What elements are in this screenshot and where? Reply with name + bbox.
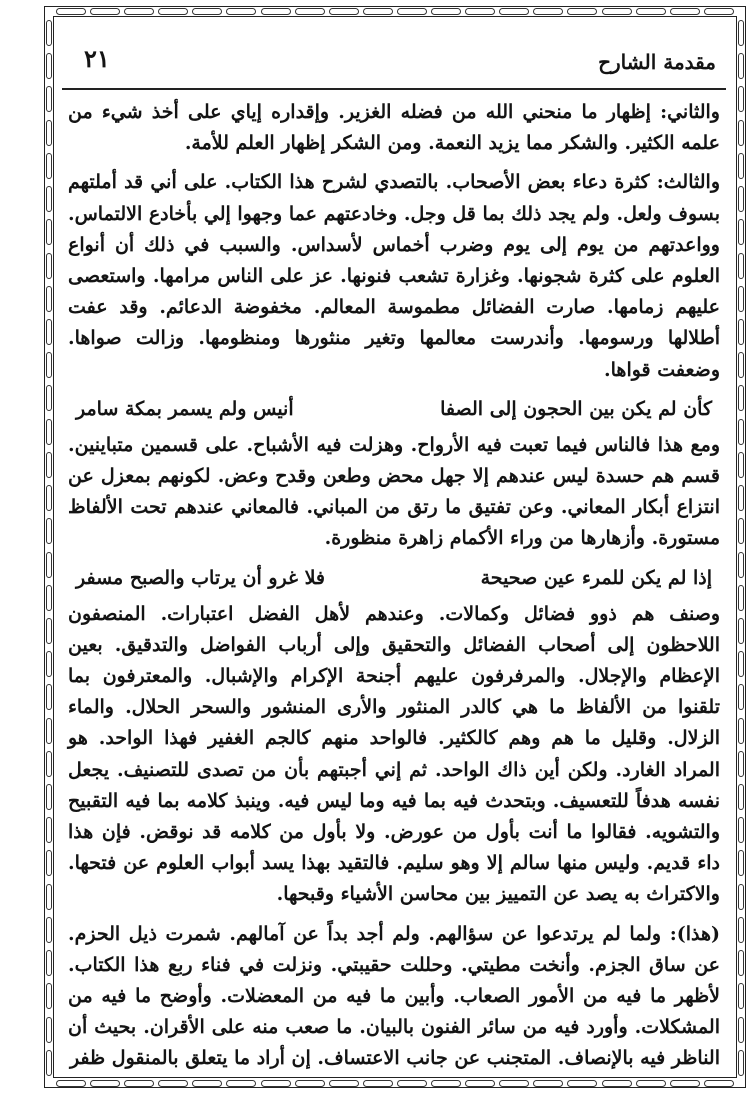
border-ornament (738, 817, 744, 843)
border-ornament (567, 1080, 597, 1087)
border-ornament (46, 352, 52, 378)
page-number: ٢١ (84, 44, 110, 73)
border-ornament (738, 850, 744, 876)
border-ornament (738, 419, 744, 445)
border-ornament (46, 1017, 52, 1043)
verse-first-hemistich: إذا لم يكن للمرء عين صحيحة (480, 566, 712, 589)
border-ornament (636, 8, 666, 15)
border-ornament (738, 518, 744, 544)
border-ornament (465, 8, 495, 15)
border-ornament (158, 8, 188, 15)
border-ornament (90, 8, 120, 15)
border-ornament (533, 1080, 563, 1087)
paragraph-text: كثرة دعاء بعض الأصحاب. بالتصدي لشرح هذا الكتاب. على أني قد أملتهم بسوف ولعل. ولم يجد ذلك بما قل وجل. وخادعتهم عما وجهوا إلي بأخادع الالتماس. وواعدتهم من يوم إلى يوم وضرب أخماس لأسداس. والسبب في ذلك أن أنواع العلوم على كثرة شجونها. وغزارة تشعب فنونها. عز على الناس مرامها. واستعصى عليهم زمامها. صارت الفضائل مطموسة المعالم. مخفوضة الدعائم. وقد عفت أطلالها ورسومها. وأندرست معالمها وتغير منثورها ومنظومها. وزالت صواها. وضعفت قواها. (68, 171, 720, 381)
border-ornament (192, 1080, 222, 1087)
border-ornament (738, 120, 744, 146)
top-ornament-row (56, 7, 734, 16)
border-ornament (46, 120, 52, 146)
border-ornament (738, 1017, 744, 1043)
border-ornament (465, 1080, 495, 1087)
border-ornament (46, 452, 52, 478)
border-ornament (46, 751, 52, 777)
border-ornament (46, 20, 52, 46)
running-head: مقدمة الشارح (598, 50, 716, 74)
border-ornament (226, 1080, 256, 1087)
border-ornament (46, 153, 52, 179)
border-ornament (738, 286, 744, 312)
border-ornament (397, 8, 427, 15)
border-ornament (46, 784, 52, 810)
border-ornament (738, 20, 744, 46)
border-ornament (431, 8, 461, 15)
page-header (62, 40, 726, 84)
bottom-ornament-row (56, 1079, 734, 1088)
paragraph-text: إظهار ما منحني الله من فضله الغزير. وإقداره إياي على أخذ شيء من علمه الكثير. والشكر مما يزيد النعمة. ومن الشكر إظهار العلم للأمة. (68, 101, 720, 155)
border-ornament (636, 1080, 666, 1087)
border-ornament (738, 452, 744, 478)
border-ornament (704, 8, 734, 15)
border-ornament (738, 917, 744, 943)
verse-second-hemistich: فلا غرو أن يرتاب والصبح مسفر (76, 566, 325, 589)
paragraph-lead: والثاني: (660, 101, 720, 123)
border-ornament (46, 917, 52, 943)
border-ornament (295, 8, 325, 15)
border-ornament (46, 286, 52, 312)
border-ornament (738, 751, 744, 777)
border-ornament (533, 8, 563, 15)
border-ornament (738, 585, 744, 611)
poetry-verse (76, 394, 712, 424)
border-ornament (738, 983, 744, 1009)
paragraph-virtuous-group: وصنف هم ذوو فضائل وكمالات. وعندهم لأهل الفضل اعتبارات. المنصفون اللاحظون إلى أصحاب الفضائل والتحقيق وإلى أرباب الفواضل والتدقيق. بعين الإعظام والإجلال. والمرفرفون عليهم أجنحة الإكرام والإشبال. والمعترفون بما تلقنوا من الألفاظ ما هي كالدر المنثور والأرى المنشور والسحر الحلال. والماء الزلال. وقليل ما هم وهم كالكثير. فالواحد منهم كالجم الغفير فهذا الواحد. هو المراد الغارد. ولكن أين ذاك الواحد. ثم إني أجبتهم بأن من تصدى للتصنيف. يجعل نفسه هدفاً للتعسيف. وبتحدث فيه بما فيه وما ليس فيه. وينبذ كلامه بما فيه التقبيح والتشويه. فقالوا ما أنت بأول من عورض. ولا بأول من كلامه قد نوقض. فإن هذا داء قديم. وليس منها سالم إلا وهو سليم. فالتقيد بهذا يسد أبواب العلوم عن فتحها. والاكتراث به يصد عن التمييز بين محاسن الأشياء وقبحها. (68, 602, 720, 906)
border-ornament (261, 8, 291, 15)
border-ornament (602, 8, 632, 15)
paragraph-two-groups: ومع هذا فالناس فيما تعبت فيه الأرواح. وهزلت فيه الأشباح. على قسمين متباينين. قسم هم حسدة ليس عندهم إلا جهل محض وطعن وقدح وعض. لكونهم بمعزل عن انتزاع أبكار المعاني. وعن تفتيق ما رتق من المباني. فالمعاني عندهم تحت الألفاظ مستورة. وأزهارها من وراء الأكمام زاهرة منظورة. (68, 433, 720, 550)
border-ornament (738, 651, 744, 677)
border-ornament (46, 983, 52, 1009)
border-ornament (46, 618, 52, 644)
border-ornament (670, 1080, 700, 1087)
border-ornament (124, 8, 154, 15)
page-body (68, 97, 720, 1075)
border-ornament (46, 485, 52, 511)
border-ornament (124, 1080, 154, 1087)
border-ornament (738, 950, 744, 976)
border-ornament (738, 552, 744, 578)
border-ornament (499, 8, 529, 15)
border-ornament (738, 784, 744, 810)
border-ornament (738, 485, 744, 511)
border-ornament (738, 884, 744, 910)
border-ornament (738, 153, 744, 179)
border-ornament (226, 8, 256, 15)
paragraph-second-reason (68, 97, 720, 159)
border-ornament (46, 684, 52, 710)
border-ornament (46, 552, 52, 578)
border-ornament (56, 8, 86, 15)
border-ornament (738, 718, 744, 744)
border-ornament (329, 1080, 359, 1087)
paragraph-lead: (هذا): (669, 922, 720, 945)
verse-second-hemistich: أنيس ولم يسمر بمكة سامر (76, 397, 294, 420)
border-ornament (46, 53, 52, 79)
paragraph-lead: والثالث: (656, 171, 720, 194)
border-ornament (46, 1050, 52, 1076)
paragraph-undertaking (68, 919, 720, 1075)
border-ornament (738, 352, 744, 378)
border-ornament (46, 219, 52, 245)
border-ornament (46, 319, 52, 345)
border-ornament (56, 1080, 86, 1087)
border-ornament (46, 651, 52, 677)
header-rule (62, 88, 726, 90)
border-ornament (46, 86, 52, 112)
border-ornament (46, 186, 52, 212)
border-ornament (738, 186, 744, 212)
border-ornament (704, 1080, 734, 1087)
border-ornament (46, 718, 52, 744)
right-ornament-column (737, 20, 745, 1076)
border-ornament (431, 1080, 461, 1087)
paragraph-third-reason (68, 167, 720, 385)
border-ornament (363, 1080, 393, 1087)
border-ornament (738, 1050, 744, 1076)
border-ornament (738, 319, 744, 345)
verse-first-hemistich: كأن لم يكن بين الحجون إلى الصفا (440, 397, 712, 420)
border-ornament (158, 1080, 188, 1087)
paragraph-text: ولما لم يرتدعوا عن سؤالهم. ولم أجد بداً عن آمالهم. شمرت ذيل الحزم. عن ساق الجزم. وأنخت مطيتي. وحللت حقيبتي. ونزلت في فناء ربع هذا الكتاب. لأظهر ما فيه من الأمور الصعاب. وأبين ما فيه من المعضلات. وأوضح ما فيه من المشكلات. وأورد فيه من سائر الفنون بالبيان. ما صعب منه على الأقران. بحيث أن الناظر فيه بالإنصاف. المتجنب عن جانب الاعتساف. إن أراد ما يتعلق بالمنقول ظفر (68, 922, 720, 1070)
border-ornament (738, 53, 744, 79)
border-ornament (46, 419, 52, 445)
border-ornament (670, 8, 700, 15)
border-ornament (295, 1080, 325, 1087)
border-ornament (738, 684, 744, 710)
border-ornament (46, 817, 52, 843)
border-ornament (499, 1080, 529, 1087)
border-ornament (46, 253, 52, 279)
border-ornament (46, 950, 52, 976)
left-ornament-column (45, 20, 53, 1076)
border-ornament (46, 585, 52, 611)
border-ornament (261, 1080, 291, 1087)
border-ornament (602, 1080, 632, 1087)
border-ornament (329, 8, 359, 15)
border-ornament (192, 8, 222, 15)
border-ornament (738, 618, 744, 644)
border-ornament (738, 86, 744, 112)
poetry-verse (76, 563, 712, 593)
border-ornament (738, 385, 744, 411)
border-ornament (397, 1080, 427, 1087)
border-ornament (46, 884, 52, 910)
border-ornament (90, 1080, 120, 1087)
border-ornament (46, 850, 52, 876)
border-ornament (567, 8, 597, 15)
border-ornament (46, 518, 52, 544)
border-ornament (46, 385, 52, 411)
border-ornament (363, 8, 393, 15)
border-ornament (738, 219, 744, 245)
border-ornament (738, 253, 744, 279)
